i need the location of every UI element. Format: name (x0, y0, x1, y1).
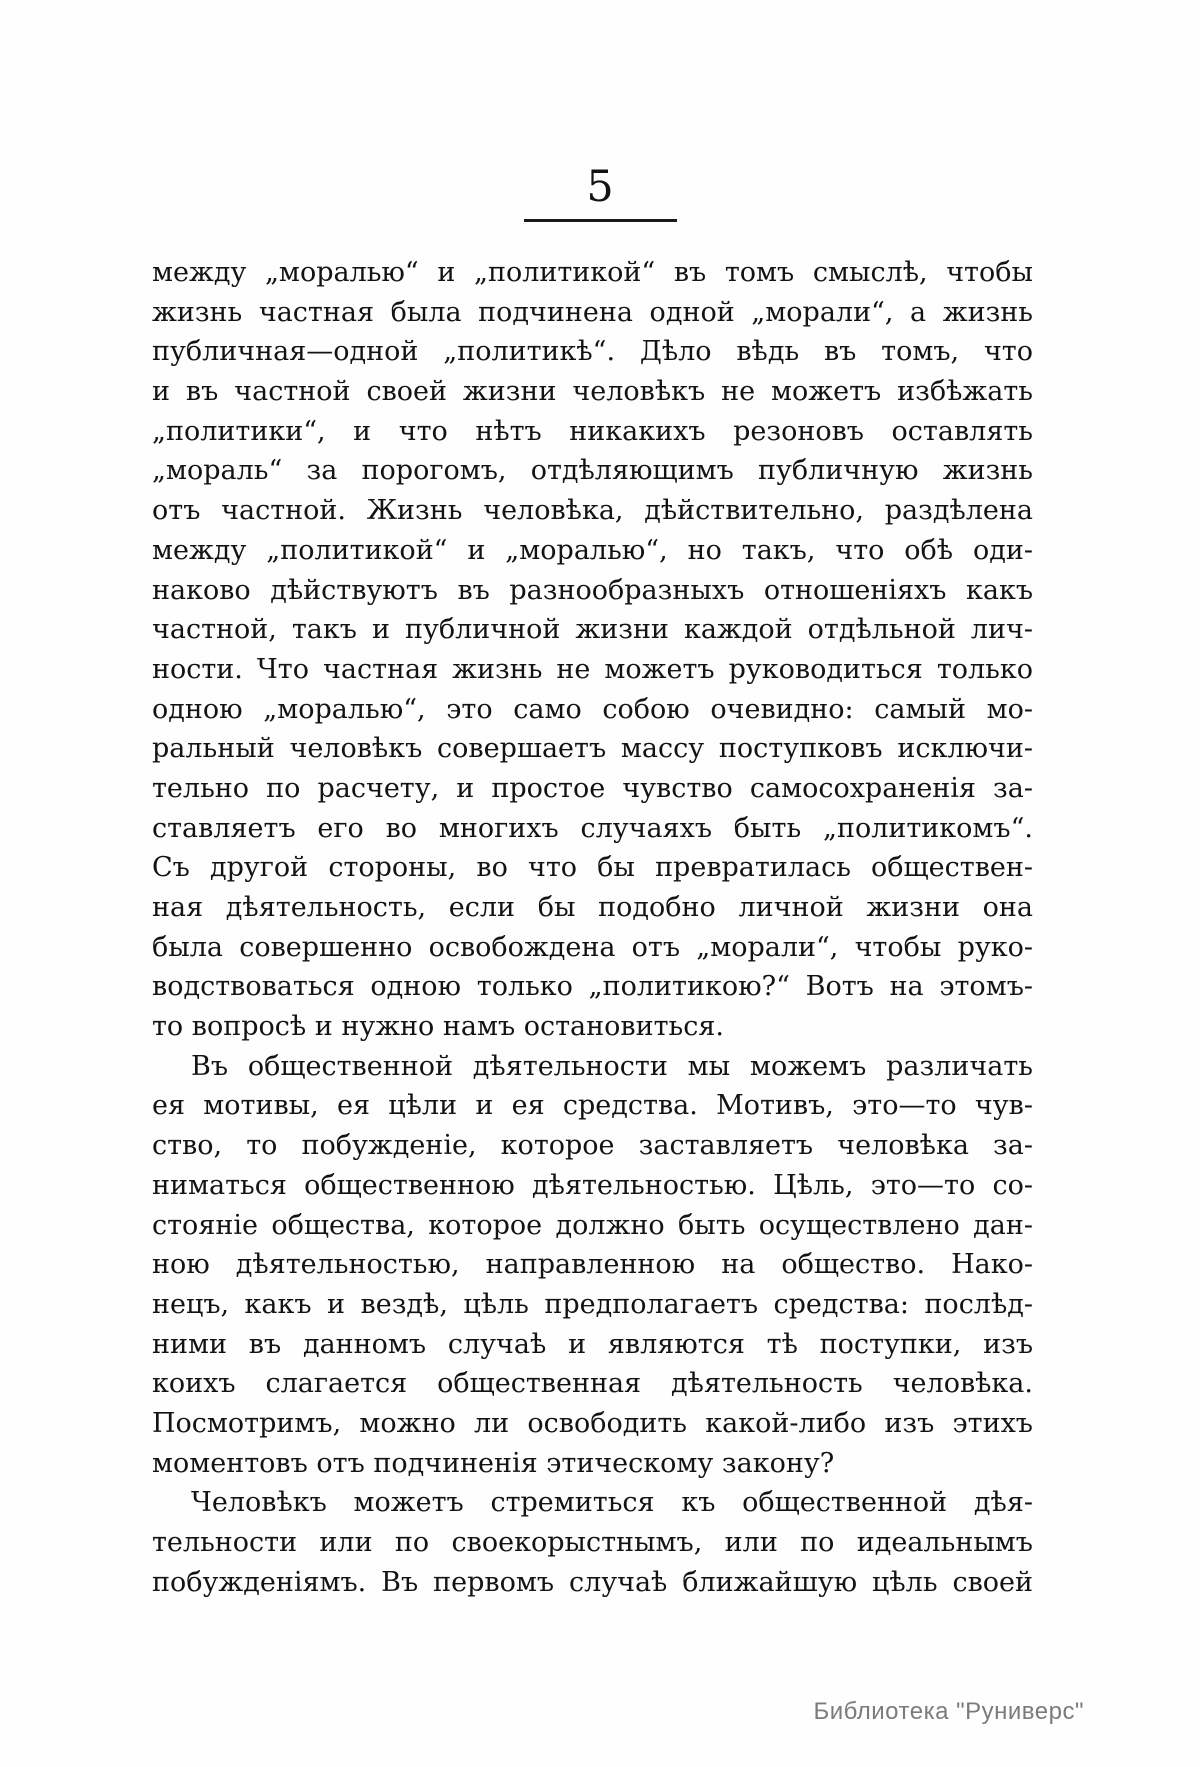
text-line: ною дѣятельностью, направленною на общество. Нако- (152, 1249, 1033, 1281)
text-line: ея мотивы, ея цѣли и ея средства. Мотивъ, это—то чув- (152, 1090, 1033, 1122)
text-line: ральный человѣкъ совершаетъ массу поступковъ исключи- (152, 733, 1033, 765)
page-number: 5 (586, 162, 614, 212)
text-line-paragraph-end: моментовъ отъ подчиненія этическому закону? (152, 1447, 835, 1479)
text-line: ними въ данномъ случаѣ и являются тѣ поступки, изъ (152, 1328, 1033, 1360)
text-line: жизнь частная была подчинена одной „морали“, а жизнь (152, 296, 1033, 328)
text-line: между „политикой“ и „моралью“, но такъ, что обѣ оди- (152, 534, 1033, 566)
text-line: между „моралью“ и „политикой“ въ томъ смыслѣ, чтобы (152, 257, 1033, 288)
text-line: частной, такъ и публичной жизни каждой отдѣльной лич- (152, 614, 1033, 646)
text-line: наково дѣйствуютъ въ разнообразныхъ отношеніяхъ какъ (152, 574, 1033, 606)
text-line: „мораль“ за порогомъ, отдѣляющимъ публичную жизнь (152, 455, 1033, 487)
text-line-paragraph-start: Въ общественной дѣятельности мы можемъ различать (191, 1050, 1033, 1082)
text-line: ниматься общественною дѣятельностью. Цѣль, это—то со- (152, 1169, 1033, 1201)
text-line: тельности или по своекорыстнымъ, или по идеальнымъ (152, 1527, 1033, 1558)
text-line: побужденіямъ. Въ первомъ случаѣ ближайшую цѣль своей (152, 1566, 1033, 1598)
text-line: Съ другой стороны, во что бы превратилась обществен- (152, 852, 1033, 884)
text-line: была совершенно освобождена отъ „морали“, чтобы руко- (152, 931, 1033, 963)
text-line: стояніе общества, которое должно быть осуществлено дан- (152, 1209, 1033, 1241)
text-line: тельно по расчету, и простое чувство самосохраненія за- (152, 772, 1033, 804)
text-line-paragraph-start: Человѣкъ можетъ стремиться къ общественной дѣя- (191, 1487, 1033, 1519)
text-line: Посмотримъ, можно ли освободить какой-либо изъ этихъ (152, 1407, 1033, 1439)
page-text (152, 253, 1033, 1602)
header-rule (524, 219, 677, 222)
text-line: коихъ слагается общественная дѣятельность человѣка. (152, 1368, 1033, 1400)
text-line: нецъ, какъ и вездѣ, цѣль предполагаетъ средства: послѣд- (152, 1288, 1033, 1320)
library-watermark: Библиотека "Руниверс" (813, 1698, 1084, 1725)
text-line: ная дѣятельность, если бы подобно личной жизни она (152, 892, 1033, 923)
text-line: ство, то побужденіе, которое заставляетъ человѣка за- (152, 1130, 1033, 1162)
text-line-paragraph-end: то вопросѣ и нужно намъ остановиться. (152, 1011, 724, 1043)
text-line: и въ частной своей жизни человѣкъ не можетъ избѣжать (152, 376, 1033, 408)
text-line: ставляетъ его во многихъ случаяхъ быть „политикомъ“. (152, 812, 1033, 844)
text-line: публичная—одной „политикѣ“. Дѣло вѣдь въ томъ, что (152, 336, 1033, 368)
text-line: одною „моралью“, это само собою очевидно: самый мо- (152, 693, 1033, 725)
text-line: отъ частной. Жизнь человѣка, дѣйствительно, раздѣлена (152, 495, 1033, 527)
text-line: водствоваться одною только „политикою?“ Вотъ на этомъ- (152, 971, 1033, 1003)
text-line: ности. Что частная жизнь не можетъ руководиться только (152, 653, 1033, 685)
text-line: „политики“, и что нѣтъ никакихъ резоновъ оставлять (152, 415, 1033, 447)
